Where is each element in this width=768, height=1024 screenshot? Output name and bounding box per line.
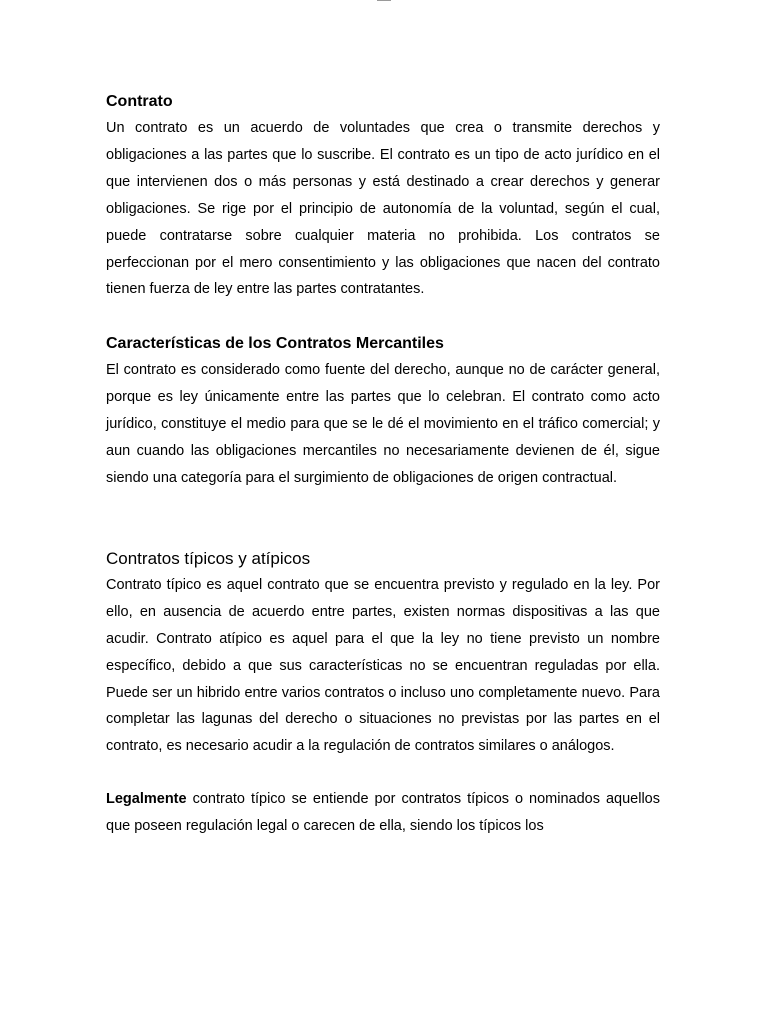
section-paragraph-caracteristicas: El contrato es considerado como fuente del derecho, aunque no de carácter general, porque es ley únicamente entre las partes que lo celebran. El contrato como acto jurídico, constituye el medio para que se le dé el movimiento en el tráfico comercial; y aun cuando las obligaciones mercantiles no necesariamente devienen de él, sigue siendo una categoría para el surgimiento de obligaciones de origen contractual.: [106, 362, 660, 486]
section-paragraph-legalmente: [106, 786, 660, 840]
paragraph-text: contrato típico se entiende por contratos típicos o nominados aquellos que poseen regulación legal o carecen de ella, siendo los típicos los: [106, 791, 660, 835]
section-paragraph-contrato: Un contrato es un acuerdo de voluntades que crea o transmite derechos y obligaciones a las partes que lo suscribe. El contrato es un tipo de acto jurídico en el que intervienen dos o más personas y está destinado a crear derechos y generar obligaciones. Se rige por el principio de autonomía de la voluntad, según el cual, puede contratarse sobre cualquier materia no prohibida. Los contratos se perfeccionan por el mero consentimiento y las obligaciones que nacen del contrato tienen fuerza de ley entre las partes contratantes.: [106, 120, 660, 298]
section-heading-caracteristicas: Características de los Contratos Mercantiles: [106, 335, 444, 353]
section-heading-tipicos-atipicos: Contratos típicos y atípicos: [106, 548, 311, 568]
section-paragraph-tipicos-atipicos: Contrato típico es aquel contrato que se encuentra previsto y regulado en la ley. Por ello, en ausencia de acuerdo entre partes, existen normas dispositivas a las que acudir. Contrato atípico es aquel para el que la ley no tiene previsto un nombre específico, debido a que sus características no se encuentran reguladas por ella. Puede ser un hibrido entre varios contratos o incluso uno completamente nuevo. Para completar las lagunas del derecho o situaciones no previstas por las partes en el contrato, es necesario acudir a la regulación de contratos similares o análogos.: [106, 576, 660, 755]
paragraph-lead-bold: Legalmente: [106, 791, 187, 808]
section-heading-contrato: Contrato: [106, 93, 173, 110]
document-page: [106, 92, 660, 840]
page-top-mark: [377, 0, 391, 1]
